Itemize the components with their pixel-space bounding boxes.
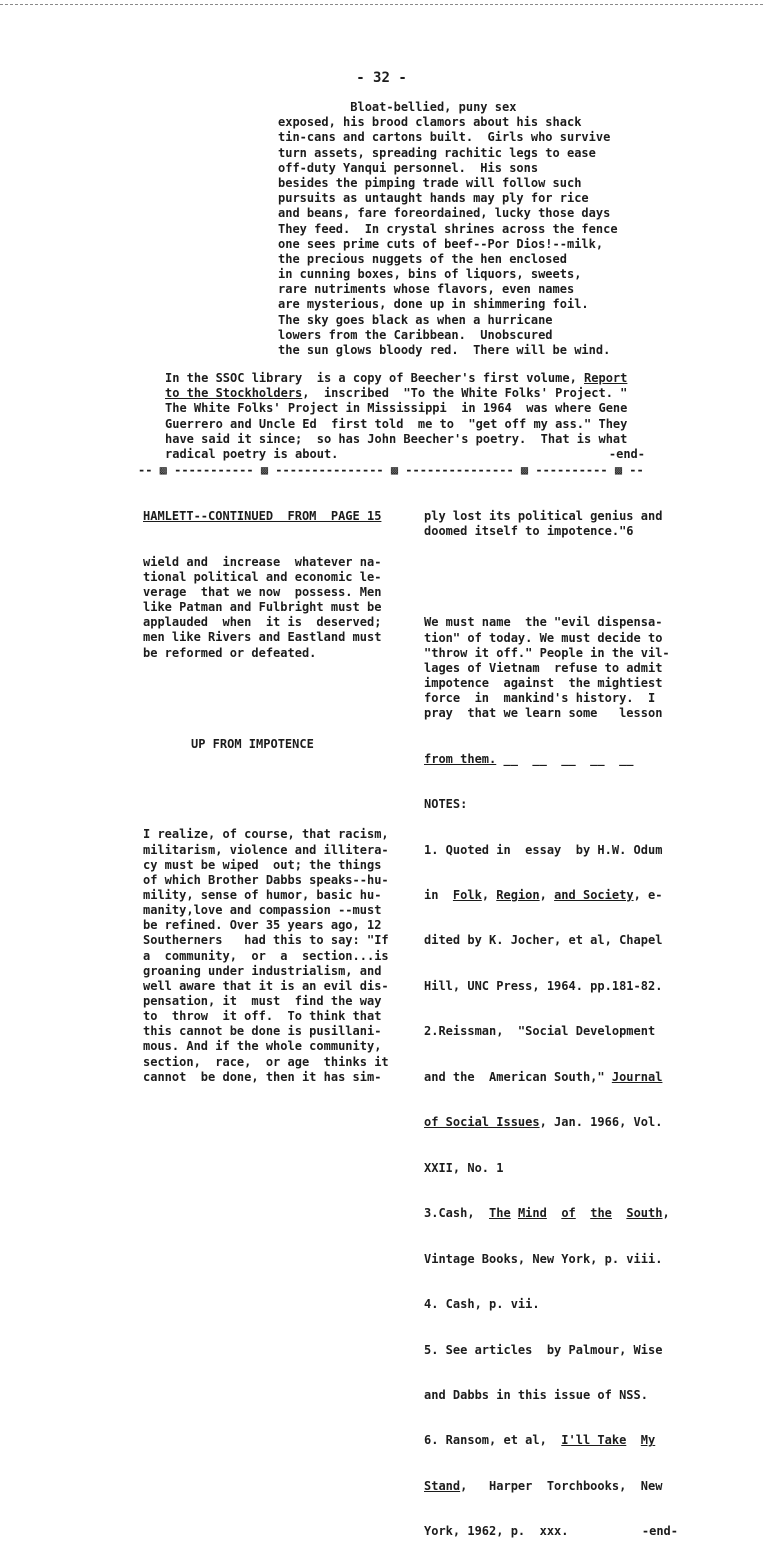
note-5b: and Dabbs in this issue of NSS.: [424, 1388, 648, 1402]
right-column: [424, 479, 686, 1555]
note-2c: of Social Issues, Jan. 1966, Vol.: [424, 1115, 663, 1130]
left-text-line: be reformed or defeated.: [143, 645, 317, 660]
poem-line: turn assets, spreading rachitic legs to ease: [278, 145, 596, 160]
note-2a: 2.Reissman, "Social Development: [424, 1024, 656, 1039]
left-text-line: be refined. Over 35 years ago, 12: [143, 918, 382, 933]
left-text-line: wield and increase whatever na-: [143, 554, 382, 569]
note-1b: in Folk, Region, and Society, e-: [424, 888, 663, 903]
poem-line: the precious nuggets of the hen enclosed: [278, 251, 567, 266]
page-number: - 32 -: [356, 70, 407, 86]
notes-heading: NOTES:: [424, 797, 468, 812]
note-5a: 5. See articles by Palmour, Wise: [424, 1342, 663, 1357]
poem-line: Bloat-bellied, puny sex: [278, 100, 517, 114]
para-line-3: The White Folks' Project in Mississippi in 1964 was where Gene: [165, 401, 628, 416]
right-text-line: impotence against the mightiest: [424, 675, 663, 690]
right-text-line: force in mankind's history. I: [424, 691, 656, 706]
left-text-b: [143, 827, 405, 1084]
poem-line: are mysterious, done up in shimmering foil.: [278, 297, 589, 312]
from-them-line: from them. __ __ __ __ __: [424, 751, 634, 766]
note-2d: XXII, No. 1: [424, 1160, 504, 1175]
note-6c: York, 1962, p. xxx. -end-: [424, 1524, 678, 1539]
right-text-line: doomed itself to impotence."6: [424, 524, 634, 539]
poem-line: exposed, his brood clamors about his shack: [278, 115, 582, 130]
left-text-line: mous. And if the whole community,: [143, 1039, 382, 1054]
poem-line: tin-cans and cartons built. Girls who survive: [278, 130, 611, 145]
left-text-line: cannot be done, then it has sim-: [143, 1069, 382, 1084]
poem-line: off-duty Yanqui personnel. His sons: [278, 160, 539, 175]
left-text-line: militarism, violence and illitera-: [143, 842, 389, 857]
para-line-5: have said it since; so has John Beecher's poetry. That is what: [165, 431, 628, 446]
para-end-mark: -end-: [608, 447, 645, 462]
left-text-line: a community, or a section...is: [143, 948, 389, 963]
left-text-line: this cannot be done is pusillani-: [143, 1024, 382, 1039]
note-2b: and the American South," Journal: [424, 1069, 663, 1084]
left-text-line: applauded when it is deserved;: [143, 615, 382, 630]
note-4: 4. Cash, p. vii.: [424, 1297, 540, 1312]
library-paragraph: [165, 371, 655, 462]
left-text-line: verage that we now possess. Men: [143, 585, 382, 600]
link-stockholders: to the Stockholders: [165, 386, 303, 401]
right-text-line: ply lost its political genius and: [424, 509, 663, 524]
right-text-line: tion" of today. We must decide to: [424, 630, 663, 645]
left-text-line: pensation, it must find the way: [143, 993, 382, 1008]
left-text-line: I realize, of course, that racism,: [143, 827, 389, 842]
left-text-line: like Patman and Fulbright must be: [143, 600, 382, 615]
left-text-a: [143, 555, 405, 661]
section-separator: -- ▩ ----------- ▩ --------------- ▩ --------------- ▩ ---------- ▩ --: [138, 463, 644, 477]
link-report: Report: [584, 371, 628, 385]
note-6b: Stand, Harper Torchbooks, New: [424, 1478, 663, 1493]
right-text-line: pray that we learn some lesson: [424, 706, 663, 721]
para-line-1: In the SSOC library is a copy of Beecher's first volume, Report: [165, 371, 628, 385]
poem-block: [278, 100, 618, 358]
para-line-2: to the Stockholders, inscribed "To the White Folks' Project. ": [165, 386, 628, 401]
note-6a: 6. Ransom, et al, I'll Take My: [424, 1433, 656, 1448]
left-text-line: section, race, or age thinks it: [143, 1054, 389, 1069]
poem-line: They feed. In crystal shrines across the fence: [278, 221, 618, 236]
left-text-line: of which Brother Dabbs speaks--hu-: [143, 872, 389, 887]
right-text-line: "throw it off." People in the vil-: [424, 645, 670, 660]
left-text-line: well aware that it is an evil dis-: [143, 978, 389, 993]
poem-line: in cunning boxes, bins of liquors, sweets,: [278, 267, 582, 282]
poem-line: the sun glows bloody red. There will be wind.: [278, 343, 611, 357]
right-text-b: [424, 615, 686, 721]
continued-heading: HAMLETT--CONTINUED FROM PAGE 15: [143, 509, 382, 524]
poem-line: besides the pimping trade will follow such: [278, 175, 582, 190]
note-1c: dited by K. Jocher, et al, Chapel: [424, 933, 663, 948]
left-text-line: mility, sense of humor, basic hu-: [143, 887, 382, 902]
left-text-line: groaning under industrialism, and: [143, 963, 382, 978]
para-line-4: Guerrero and Uncle Ed first told me to "get off my ass." They: [165, 416, 628, 431]
poem-line: and beans, fare foreordained, lucky those days: [278, 206, 611, 221]
poem-line: one sees prime cuts of beef--Por Dios!--milk,: [278, 236, 604, 251]
left-text-line: men like Rivers and Eastland must: [143, 630, 382, 645]
section-heading: UP FROM IMPOTENCE: [191, 736, 314, 751]
left-text-line: to throw it off. To think that: [143, 1009, 382, 1024]
right-text-a: [424, 509, 686, 539]
poem-line: The sky goes black as when a hurricane: [278, 312, 553, 327]
left-text-line: Southerners had this to say: "If: [143, 933, 389, 948]
note-1d: Hill, UNC Press, 1964. pp.181-82.: [424, 978, 663, 993]
para-line-6: radical poetry is about.: [165, 447, 339, 462]
right-text-line: We must name the "evil dispensa-: [424, 615, 663, 630]
left-text-line: cy must be wiped out; the things: [143, 857, 382, 872]
poem-line: rare nutriments whose flavors, even names: [278, 282, 575, 297]
poem-line: lowers from the Caribbean. Unobscured: [278, 327, 553, 342]
notes-end-mark: -end-: [641, 1524, 678, 1539]
note-1a: 1. Quoted in essay by H.W. Odum: [424, 842, 663, 857]
page-top-border: [0, 4, 763, 5]
left-text-line: manity,love and compassion --must: [143, 903, 382, 918]
left-text-line: tional political and economic le-: [143, 569, 382, 584]
note-3b: Vintage Books, New York, p. viii.: [424, 1251, 663, 1266]
left-column: [143, 479, 405, 1100]
right-text-line: lages of Vietnam refuse to admit: [424, 660, 663, 675]
note-3a: 3.Cash, The Mind of the South,: [424, 1206, 670, 1221]
poem-line: pursuits as untaught hands may ply for rice: [278, 191, 589, 206]
